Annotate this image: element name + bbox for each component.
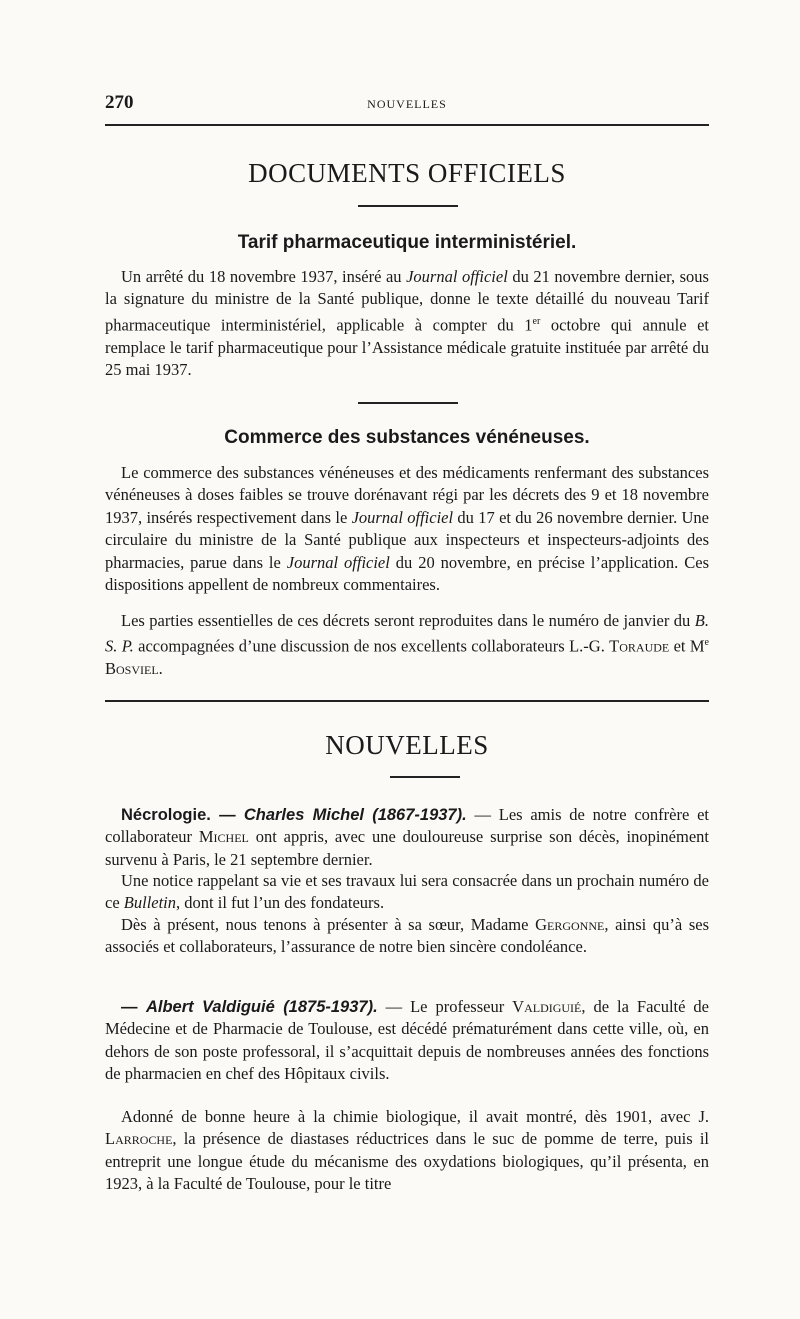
page-number: 270 — [105, 92, 134, 113]
section-title-nouvelles: NOUVELLES — [325, 730, 489, 760]
divider — [358, 205, 458, 207]
divider — [358, 402, 458, 404]
paragraph-commerce-1: Le commerce des substances vénéneuses et des médicaments renfermant des substances vénéneuses à doses faibles se trouve dorénavant régi par les décrets des 9 et 18 novembre 1937, insérés respectivement dans le Journal officiel du 17 et du 26 novembre dernier. Une circulaire du ministre de la Santé publique aux inspecteurs et inspecteurs-adjoints des pharmacies, parue dans le Journal officiel du 20 novembre, en précise l’application. Ces dispositions appellent de nombreux commentaires. — [105, 463, 710, 595]
paragraph-michel-3: Dès à présent, nous tenons à présenter à sa sœur, Madame Gergonne, ainsi qu’à ses associés et collaborateurs, l’assurance de notre bien sincère condoléance. — [105, 915, 709, 957]
paragraph-michel-2: Une notice rappelant sa vie et ses travaux lui sera consacrée dans un prochain numéro de ce Bulletin, dont il fut l’un des fondateurs. — [105, 871, 709, 913]
divider — [390, 776, 460, 778]
header-rule — [105, 124, 709, 126]
section-title-documents: DOCUMENTS OFFICIELS — [248, 158, 566, 188]
heading-tarif: Tarif pharmaceutique interministériel. — [237, 232, 577, 253]
heading-commerce: Commerce des substances vénéneuses. — [224, 427, 590, 448]
running-head — [105, 92, 709, 122]
paragraph-tarif: Un arrêté du 18 novembre 1937, inséré au Journal officiel du 21 novembre dernier, sous la signature du ministre de la Santé publique, donne le texte détaillé du nouveau Tarif pharmaceutique interministériel, applicable à compter du 1er octobre qui annule et remplace le tarif pharmaceutique pour l’Assistance médicale gratuite instituée par arrêté du 25 mai 1937. — [105, 267, 709, 380]
paragraph-michel-1: Nécrologie. — Charles Michel (1867-1937). — Les amis de notre confrère et collaborateur Michel ont appris, avec une douloureuse surprise son décès, inopinément survenu à Paris, le 21 septembre dernier. — [105, 805, 709, 869]
paragraph-valdiguie-2: Adonné de bonne heure à la chimie biologique, il avait montré, dès 1901, avec J. Larroche, la présence de diastases réductrices dans le suc de pomme de terre, puis il entreprit une longue étude du mécanisme des oxydations biologiques, qu’il présenta, en 1923, à la Faculté de Toulouse, pour le titre — [105, 1107, 709, 1194]
paragraph-valdiguie-1: — Albert Valdiguié (1875-1937). — Le professeur Valdiguié, de la Faculté de Médecine et de Pharmacie de Toulouse, est décédé prématurément dans cette ville, où, en dehors de son poste professoral, il s’acquittait depuis de nombreuses années des fonctions de pharmacien en chef des Hôpitaux civils. — [105, 997, 709, 1084]
running-title: NOUVELLES — [367, 97, 447, 111]
paragraph-commerce-2: Les parties essentielles de ces décrets seront reproduites dans le numéro de janvier du B. S. P. accompagnées d’une discussion de nos excellents collaborateurs L.-G. Toraude et Me Bosviel. — [105, 611, 709, 679]
section-rule — [105, 700, 709, 702]
